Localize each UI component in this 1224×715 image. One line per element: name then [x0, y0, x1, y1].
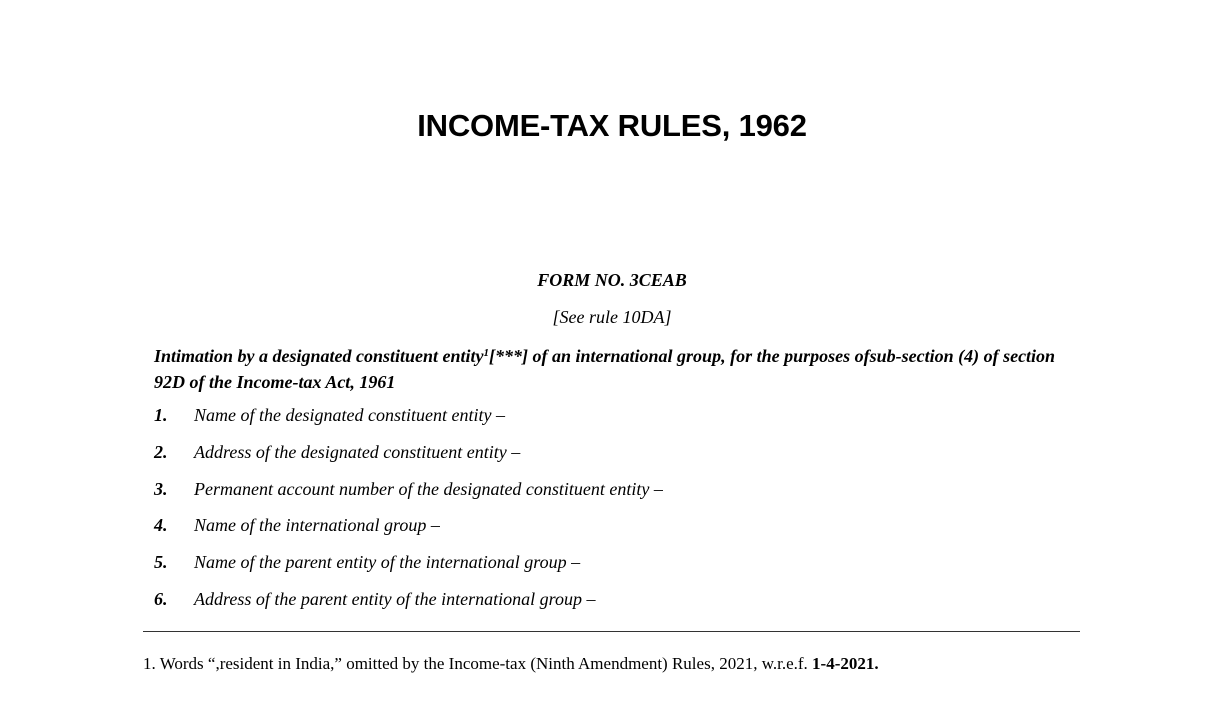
footnote-text: 1. Words “,resident in India,” omitted by the Income-tax (Ninth Amendment) Rules, 2021, w.r.e.f.	[143, 654, 813, 673]
item-text: Name of the parent entity of the international group –	[194, 552, 581, 573]
item-text: Address of the parent entity of the international group –	[194, 588, 596, 609]
item-number: 2.	[154, 441, 168, 462]
footnote	[143, 654, 879, 674]
item-text: Permanent account number of the designated constituent entity –	[194, 478, 663, 499]
form-items-list	[154, 405, 663, 626]
item-number: 5.	[154, 552, 168, 573]
see-rule-reference: [See rule 10DA]	[552, 307, 672, 327]
footnote-divider	[143, 631, 1080, 632]
item-text: Name of the international group –	[194, 515, 440, 536]
intro-text-part2: [***] of an international group, for the purposes ofsub-section (4) of section 92D of the Income-tax Act, 1961	[154, 346, 1056, 392]
list-item	[154, 405, 663, 442]
footnote-reference[interactable]: 1	[483, 347, 490, 359]
list-item	[154, 589, 663, 626]
item-text: Name of the designated constituent entity –	[194, 405, 505, 425]
item-number: 1.	[154, 405, 168, 425]
list-item	[154, 515, 663, 552]
list-item	[154, 479, 663, 516]
item-text: Address of the designated constituent entity –	[194, 441, 521, 462]
header-title: INCOME-TAX RULES, 1962	[417, 108, 807, 143]
list-item	[154, 552, 663, 589]
item-number: 3.	[154, 478, 168, 499]
footnote-date: 1-4-2021.	[812, 654, 879, 673]
form-number: FORM NO. 3CEAB	[537, 270, 687, 290]
item-number: 4.	[154, 515, 168, 536]
item-number: 6.	[154, 588, 168, 609]
form-intro	[154, 343, 1064, 395]
intro-text-part1: Intimation by a designated constituent entity	[154, 346, 484, 366]
list-item	[154, 442, 663, 479]
